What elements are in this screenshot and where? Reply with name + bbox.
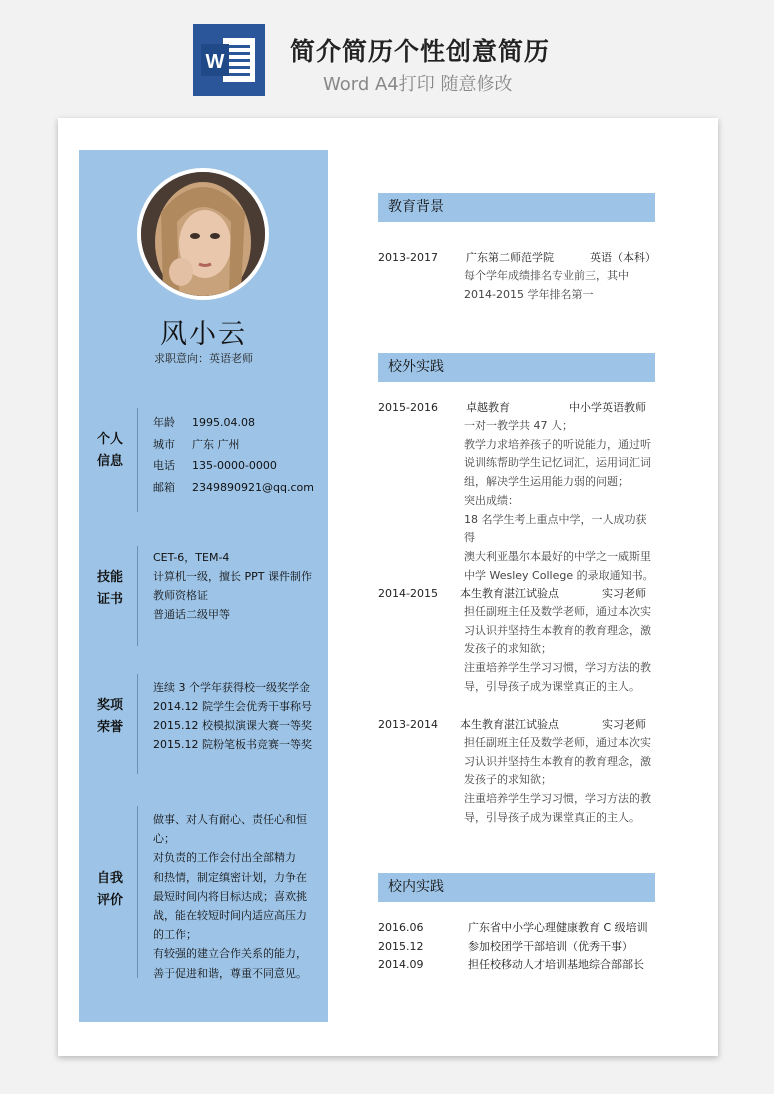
education-date: 2013-2017 <box>378 251 438 264</box>
info-row-email: 邮箱 2349890921@qq.com <box>153 480 314 494</box>
banner <box>0 0 774 110</box>
education-desc: 每个学年成绩排名专业前三，其中 2014-2015 学年排名第一 <box>464 269 629 301</box>
sidebar <box>79 150 328 1022</box>
avatar <box>137 168 269 300</box>
practice-entry: 2015-2016 卓越教育 中小学英语教师 一对一教学共 47 人； 教学力求培养孩子的听说能力，通过听 说训练帮助学生记忆词汇，运用词汇词 组，解决学生运用能力弱的问题； 突出成绩： 18 名学生考上重点中学，一人成功获得 澳大利亚墨尔本最好的中学之一威斯里 中学 Wesley College 的录取通知书。 <box>378 401 654 582</box>
internal-practice-header: 校内实践 <box>378 873 655 902</box>
practice-entry: 2014-2015 本生教育湛江试验点 实习老师 担任副班主任及数学老师，通过本次实 习认识并坚持生本教育的教育理念，激 发孩子的求知欲； 注重培养学生学习习惯，学习方法的教 导，引导孩子成为课堂真正的主人。 <box>378 587 651 693</box>
banner-title: 简介简历个性创意简历 <box>290 37 551 66</box>
practice-entry: 2013-2014 本生教育湛江试验点 实习老师 担任副班主任及数学老师，通过本次实 习认识并坚持生本教育的教育理念，激 发孩子的求知欲； 注重培养学生学习习惯，学习方法的教 导，引导孩子成为课堂真正的主人。 <box>378 718 651 824</box>
divider-line <box>137 546 138 646</box>
divider-line <box>137 408 138 512</box>
self-eval-text: 做事、对人有耐心、责任心和恒 心； 对负责的工作会付出全部精力 和热情，制定缜密计划，力争在 最短时间内将目标达成；喜欢挑 战，能在较短时间内适应高压力 的工作； 有较强的建立合作关系的能力， 善于促进和谐，尊重不同意见。 <box>153 813 307 980</box>
divider-line <box>137 674 138 774</box>
awards-list: 连续 3 个学年获得校一级奖学金 2014.12 院学生会优秀干事称号 2015.12 校模拟演课大赛一等奖 2015.12 院粉笔板书竞赛一等奖 <box>153 681 312 751</box>
education-school: 广东第二师范学院 <box>466 251 554 264</box>
job-intent: 求职意向：英语老师 <box>154 352 253 365</box>
education-major: 英语（本科） <box>590 251 656 264</box>
internal-practice-list <box>378 919 658 975</box>
education-entry <box>378 248 658 304</box>
svg-text:W: W <box>205 51 225 73</box>
info-row-age: 年龄 1995.04.08 <box>153 416 255 429</box>
education-header: 教育背景 <box>378 193 655 222</box>
external-practice-header: 校外实践 <box>378 353 655 382</box>
banner-subtitle: Word A4打印 随意修改 <box>323 74 513 95</box>
personal-info-label: 个人 信息 <box>96 432 123 469</box>
list-item: 2015.12 参加校团学干部培训（优秀干事） <box>378 939 633 953</box>
info-row-phone: 电话 135-0000-0000 <box>153 459 277 472</box>
word-doc-icon <box>193 24 265 96</box>
skills-list: CET-6，TEM-4 计算机一级，擅长 PPT 课件制作 教师资格证 普通话二级甲等 <box>153 551 312 621</box>
info-row-city: 城市 广东 广州 <box>153 437 240 451</box>
divider-line <box>137 806 138 978</box>
awards-label: 奖项 荣誉 <box>96 698 123 735</box>
candidate-name: 风小云 <box>160 319 247 350</box>
list-item: 2014.09 担任校移动人才培训基地综合部部长 <box>378 958 644 971</box>
self-eval-label: 自我 评价 <box>96 871 123 908</box>
list-item: 2016.06 广东省中小学心理健康教育 C 级培训 <box>378 921 648 934</box>
resume-page <box>58 118 718 1056</box>
personal-info <box>153 412 323 498</box>
skills-label: 技能 证书 <box>96 570 123 607</box>
